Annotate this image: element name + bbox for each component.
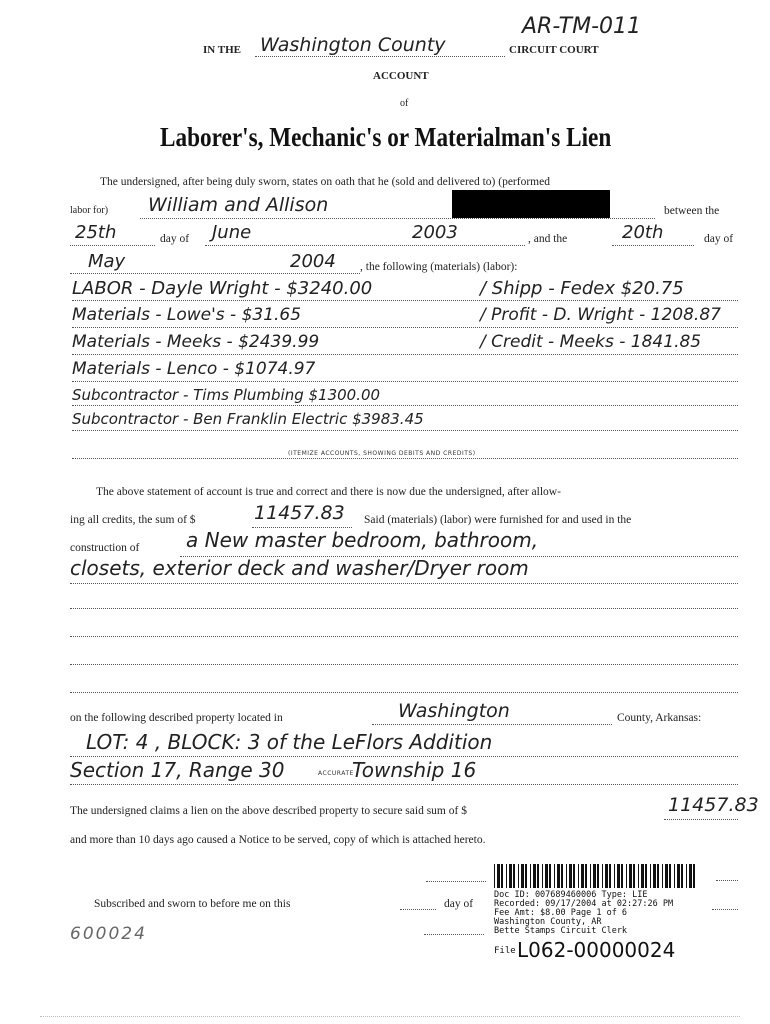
property-underline-2 — [70, 784, 738, 785]
barcode-bar — [569, 864, 572, 888]
claimant-underline — [140, 218, 655, 219]
item-line-1 — [72, 300, 738, 301]
barcode-bar — [677, 864, 680, 888]
barcode-bar — [530, 864, 531, 888]
start-date-underline — [205, 245, 525, 246]
sworn-day-of: day of — [444, 898, 474, 910]
account-label: ACCOUNT — [373, 70, 429, 82]
barcode-bar — [681, 864, 683, 888]
end-date-underline — [70, 273, 360, 274]
barcode-bar — [578, 864, 579, 888]
of-label: of — [400, 98, 409, 109]
intro-line-1: The undersigned, after being duly sworn, states on oath that he (sold and delivered to) (performed — [100, 176, 550, 188]
barcode-bar — [518, 864, 519, 888]
stamp-recorded: Recorded: 09/17/2004 at 02:27:26 PM — [494, 899, 674, 909]
end-month: May — [88, 251, 126, 272]
barcode-bar — [593, 864, 596, 888]
barcode-bar — [689, 864, 692, 888]
sworn-month-underline — [426, 881, 486, 882]
barcode-bar — [501, 864, 503, 888]
county-handwritten: Washington County — [260, 34, 446, 56]
construction-underline-2 — [70, 583, 738, 584]
barcode-bar — [525, 864, 527, 888]
stamp-fee: Fee Amt: $8.00 Page 1 of 6 — [494, 908, 628, 918]
stamp-file-label: File — [494, 946, 516, 956]
barcode-bar — [573, 864, 575, 888]
amount-due: 11457.83 — [254, 502, 345, 524]
following-label: , the following (materials) (labor): — [360, 261, 518, 273]
item-right-3: / Credit - Meeks - 1841.85 — [480, 332, 702, 352]
barcode-bar — [641, 864, 644, 888]
in-the-label: IN THE — [203, 44, 242, 56]
end-year: 2004 — [290, 251, 336, 272]
item-left-1: LABOR - Dayle Wright - $3240.00 — [72, 278, 373, 299]
barcode-bar — [533, 864, 536, 888]
itemize-note: (ITEMIZE ACCOUNTS, SHOWING DEBITS AND CREDITS) — [288, 450, 476, 457]
construction-line-1: a New master bedroom, bathroom, — [186, 528, 539, 552]
circuit-court-label: CIRCUIT COURT — [509, 44, 599, 56]
and-the-label: , and the — [528, 233, 568, 245]
barcode-bar — [537, 864, 539, 888]
barcode-bar — [506, 864, 507, 888]
start-year: 2003 — [412, 222, 458, 243]
barcode-bar — [585, 864, 587, 888]
barcode-bar — [602, 864, 603, 888]
item-right-2: / Profit - D. Wright - 1208.87 — [480, 305, 721, 325]
barcode-bar — [549, 864, 551, 888]
blank-line-4 — [70, 692, 738, 693]
barcode-bar — [621, 864, 623, 888]
stamp-county: Washington County, AR — [494, 917, 602, 927]
stamp-line-mid — [712, 909, 738, 910]
stamp-file-number: L062-00000024 — [517, 938, 676, 962]
end-day: 20th — [622, 222, 664, 243]
stamp-clerk: Bette Stamps Circuit Clerk — [494, 926, 628, 936]
barcode-bar — [597, 864, 599, 888]
barcode-bar — [614, 864, 615, 888]
barcode-bar — [653, 864, 656, 888]
barcode-bar — [513, 864, 515, 888]
barcode-bar — [590, 864, 591, 888]
item-line-3 — [72, 354, 738, 355]
barcode-bar — [497, 864, 500, 888]
item-left-4: Materials - Lenco - $1074.97 — [72, 359, 316, 379]
stamp-line-top — [716, 880, 738, 881]
construction-of-label: construction of — [70, 542, 140, 554]
barcode-bar — [693, 864, 695, 888]
barcode-bar — [494, 864, 495, 888]
barcode-bar — [617, 864, 620, 888]
barcode-bar — [626, 864, 627, 888]
property-line-2b: Township 16 — [352, 758, 477, 782]
item-line-4 — [72, 381, 738, 382]
item-left-2: Materials - Lowe's - $31.65 — [72, 305, 302, 325]
barcode-bar — [581, 864, 584, 888]
item-line-7 — [72, 458, 738, 459]
claim-amount: 11457.83 — [668, 794, 759, 816]
statement-line-2b: Said (materials) (labor) were furnished for and used in the — [364, 514, 632, 526]
barcode-bar — [657, 864, 659, 888]
blank-line-2 — [70, 636, 738, 637]
item-right-1: / Shipp - Fedex $20.75 — [480, 278, 684, 299]
barcode-bar — [638, 864, 639, 888]
barcode-bar — [662, 864, 663, 888]
sworn-text: Subscribed and sworn to before me on this — [94, 898, 291, 910]
construction-line-2: closets, exterior deck and washer/Dryer room — [70, 556, 529, 580]
day-of-label-1: day of — [160, 233, 190, 245]
barcode-bar — [557, 864, 560, 888]
property-location-label: on the following described property located in — [70, 712, 283, 724]
barcode-bar — [669, 864, 671, 888]
page-title: Laborer's, Mechanic's or Materialman's Lien — [160, 122, 612, 152]
statement-line-1: The above statement of account is true and correct and there is now due the undersigned, after allow- — [96, 486, 561, 498]
property-county: Washington — [398, 700, 510, 722]
statement-line-2a: ing all credits, the sum of $ — [70, 514, 196, 526]
barcode-bar — [674, 864, 675, 888]
sworn-year-underline — [424, 934, 484, 935]
item-line-6 — [72, 430, 738, 431]
accurate-stamp: ACCURATE — [318, 770, 354, 777]
end-day-underline — [612, 245, 694, 246]
barcode-bar — [645, 864, 647, 888]
item-left-3: Materials - Meeks - $2439.99 — [72, 332, 320, 352]
day-of-label-2: day of — [704, 233, 734, 245]
between-the-label: between the — [664, 205, 720, 217]
barcode-bar — [629, 864, 632, 888]
claim-amount-underline — [664, 819, 738, 820]
barcode-bar — [545, 864, 548, 888]
document-id: AR-TM-011 — [522, 14, 642, 39]
blank-line-1 — [70, 608, 738, 609]
barcode-bar — [650, 864, 651, 888]
stamp-doc-id: Doc ID: 007689460006 Type: LIE — [494, 890, 648, 900]
blank-line-3 — [70, 664, 738, 665]
barcode — [494, 864, 700, 888]
property-line-1: LOT: 4 , BLOCK: 3 of the LeFlors Addition — [86, 730, 493, 754]
bottom-noise-line — [40, 1016, 740, 1017]
claim-line-1: The undersigned claims a lien on the above described property to secure said sum of $ — [70, 805, 467, 817]
county-arkansas-label: County, Arkansas: — [617, 712, 702, 724]
barcode-bar — [665, 864, 668, 888]
start-day-underline — [70, 245, 155, 246]
barcode-bar — [542, 864, 543, 888]
sworn-day-underline — [400, 909, 436, 910]
barcode-bar — [566, 864, 567, 888]
property-line-2a: Section 17, Range 30 — [70, 758, 285, 782]
redacted-block — [452, 190, 610, 218]
item-line-5 — [72, 405, 738, 406]
start-month: June — [212, 222, 252, 243]
sworn-scribble: 600024 — [70, 924, 147, 944]
barcode-bar — [605, 864, 608, 888]
barcode-bar — [633, 864, 635, 888]
barcode-bar — [509, 864, 512, 888]
barcode-bar — [686, 864, 687, 888]
labor-for-label: labor for) — [70, 205, 109, 216]
barcode-bar — [561, 864, 563, 888]
barcode-bar — [609, 864, 611, 888]
claim-line-2: and more than 10 days ago caused a Notice to be served, copy of which is attached hereto. — [70, 834, 486, 846]
item-left-6: Subcontractor - Ben Franklin Electric $3983.45 — [72, 410, 424, 428]
property-county-underline — [372, 724, 612, 725]
property-underline-1 — [70, 756, 738, 757]
county-underline — [255, 56, 505, 57]
item-left-5: Subcontractor - Tims Plumbing $1300.00 — [72, 386, 381, 404]
barcode-bar — [554, 864, 555, 888]
barcode-bar — [521, 864, 524, 888]
claimant-name: William and Allison — [148, 194, 329, 216]
item-line-2 — [72, 327, 738, 328]
start-day: 25th — [75, 222, 117, 243]
